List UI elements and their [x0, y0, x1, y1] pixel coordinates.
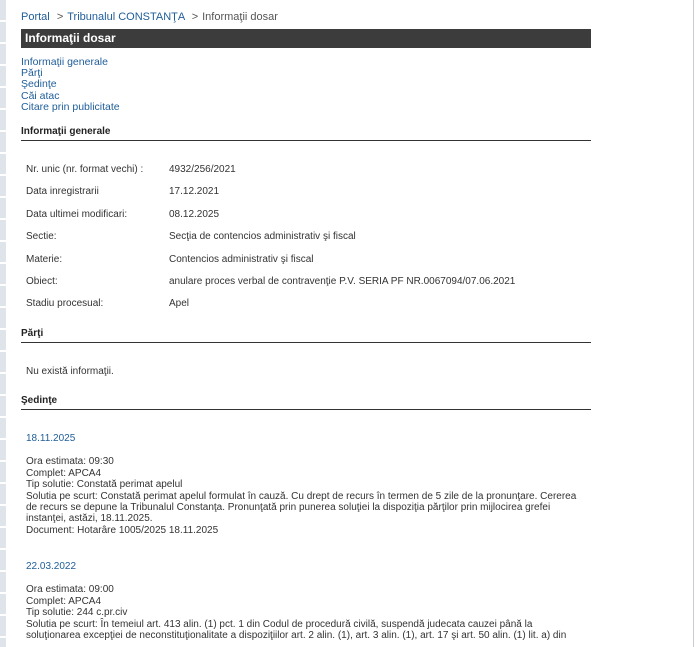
nav-cai-atac[interactable]: Căi atac	[21, 89, 60, 102]
nav-parti[interactable]: Părţi	[21, 67, 43, 80]
parti-heading: Părţi	[21, 328, 591, 343]
right-divider	[693, 0, 694, 647]
info-label: Sectie:	[26, 231, 57, 242]
nav-citare-publicitate[interactable]: Citare prin publicitate	[21, 100, 120, 113]
session-item	[26, 433, 586, 536]
session-complet: Complet: APCA4	[26, 595, 102, 607]
info-value: anulare proces verbal de contravenţie P.V. SERIA PF NR.0067094/07.06.2021	[169, 276, 516, 287]
info-value: Contencios administrativ şi fiscal	[169, 254, 314, 265]
breadcrumb-separator: >	[56, 11, 64, 23]
parti-empty-text: Nu există informaţii.	[26, 366, 114, 377]
breadcrumb-tribunal[interactable]: Tribunalul CONSTANŢA	[67, 11, 185, 23]
general-heading: Informaţii generale	[21, 126, 591, 141]
page-title: Informaţii dosar	[21, 29, 591, 48]
section-nav	[21, 57, 120, 113]
left-rail	[0, 0, 6, 647]
info-label: Stadiu procesual:	[26, 298, 104, 309]
info-label: Obiect:	[26, 276, 58, 287]
nav-sedinte[interactable]: Şedinţe	[21, 78, 57, 91]
breadcrumb-current: Informaţii dosar	[202, 11, 278, 23]
breadcrumb-portal[interactable]: Portal	[21, 11, 50, 23]
breadcrumb-separator: >	[191, 11, 199, 23]
session-solutie: Solutia pe scurt: Constată perimat apelul formulat în cauză. Cu drept de recurs în termen de 5 zile de la pronunţare. Cererea de recurs se depune la Tribunalul Constanţa. Pronunţată prin punerea soluţiei la dispoziţia părţilor prin mijlocirea grefei instanţei, astăzi, 18.11.2025.	[26, 490, 577, 525]
info-value: Apel	[169, 298, 190, 309]
breadcrumb	[21, 11, 278, 23]
session-ora: Ora estimata: 09:30	[26, 456, 114, 468]
info-value: Secţia de contencios administrativ şi fiscal	[169, 231, 356, 242]
session-complet: Complet: APCA4	[26, 467, 102, 479]
info-value: 08.12.2025	[169, 209, 220, 220]
session-tip-solutie: Tip solutie: Constată perimat apelul	[26, 479, 183, 491]
session-date[interactable]: 22.03.2022	[26, 561, 77, 572]
info-label: Data ultimei modificari:	[26, 209, 128, 220]
info-label: Materie:	[26, 254, 63, 265]
session-item	[26, 561, 586, 641]
session-tip-solutie: Tip solutie: 244 c.pr.civ	[26, 607, 128, 619]
info-value: 17.12.2021	[169, 186, 220, 197]
info-label: Data inregistrarii	[26, 186, 99, 197]
session-ora: Ora estimata: 09:00	[26, 584, 114, 596]
nav-informatii-generale[interactable]: Informaţii generale	[21, 56, 108, 68]
info-label: Nr. unic (nr. format vechi) :	[26, 164, 144, 175]
session-solutie: Solutia pe scurt: În temeiul art. 413 alin. (1) pct. 1 din Codul de procedură civilă, suspendă judecata cauzei până la soluţionarea excepţiei de neconstituţionalitate a dispoziţiilor art. 2 alin. (1), art. 3 alin. (1), art. 17 şi art. 50 alin. (1) lit. a) din	[26, 618, 567, 642]
session-date[interactable]: 18.11.2025	[26, 433, 76, 444]
session-document: Document: Hotarâre 1005/2025 18.11.2025	[26, 524, 219, 536]
sedinte-heading: Şedinţe	[21, 395, 591, 410]
info-value: 4932/256/2021	[169, 164, 236, 175]
